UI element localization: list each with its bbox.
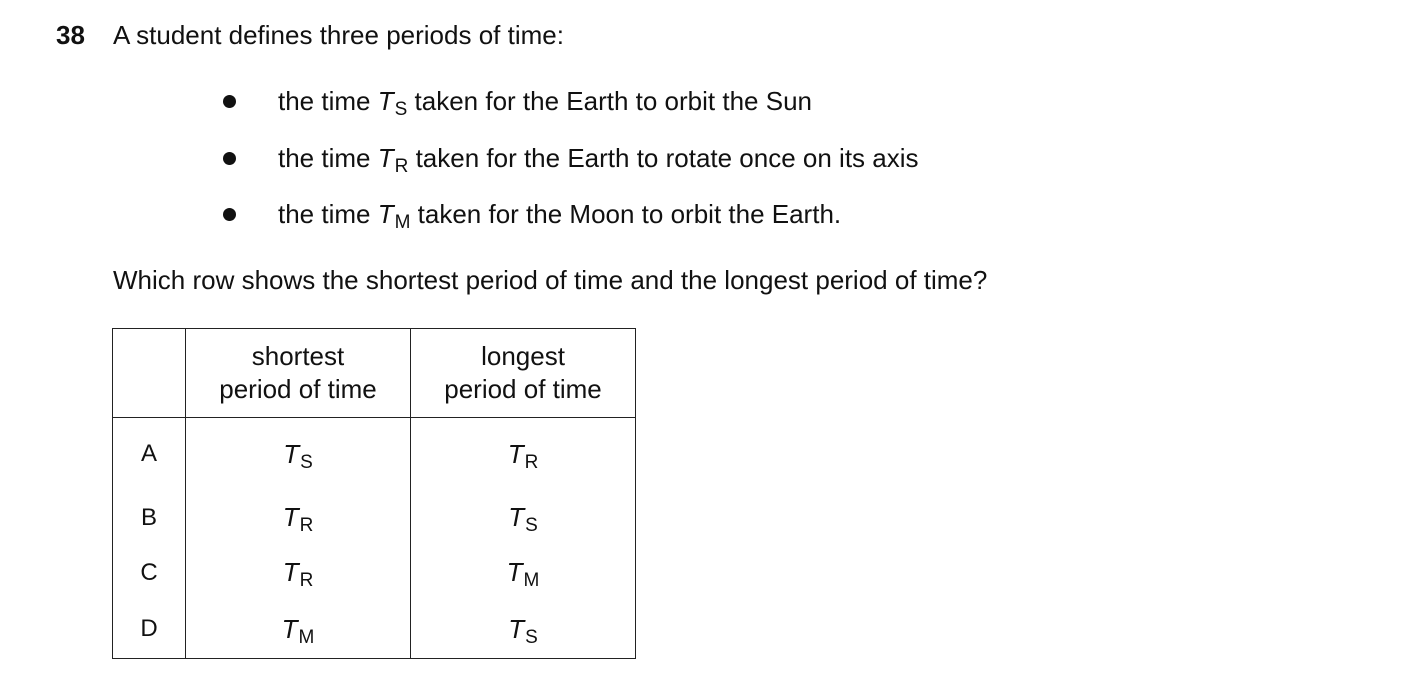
period-subscript: S bbox=[394, 99, 408, 120]
longest-cell bbox=[411, 490, 636, 545]
option-row-c[interactable] bbox=[113, 545, 636, 600]
definition-prefix: the time bbox=[278, 142, 378, 173]
definition-suffix: taken for the Earth to rotate once on its axis bbox=[408, 142, 919, 173]
option-letter: B bbox=[113, 490, 186, 545]
period-subscript: M bbox=[298, 626, 315, 648]
question-number: 38 bbox=[56, 20, 85, 50]
header-shortest bbox=[186, 329, 411, 418]
longest-cell bbox=[411, 418, 636, 491]
option-letter: D bbox=[113, 600, 186, 659]
bullet-icon bbox=[223, 152, 236, 165]
definition-text bbox=[278, 84, 812, 122]
period-subscript: R bbox=[299, 570, 314, 591]
bullet-icon bbox=[223, 208, 236, 221]
period-symbol: T bbox=[508, 502, 525, 532]
header-shortest-line2: period of time bbox=[219, 374, 377, 404]
definition-text bbox=[278, 141, 919, 179]
period-subscript: S bbox=[525, 626, 538, 648]
question-stem: A student defines three periods of time: bbox=[113, 20, 564, 50]
table-header-row bbox=[113, 329, 636, 418]
period-subscript: S bbox=[300, 451, 313, 473]
option-row-a[interactable] bbox=[113, 418, 636, 491]
definition-prefix: the time bbox=[278, 199, 378, 229]
period-subscript: M bbox=[394, 212, 411, 233]
header-shortest-line1: shortest bbox=[251, 341, 345, 371]
period-symbol: T bbox=[377, 199, 394, 229]
period-symbol: T bbox=[282, 557, 299, 587]
period-subscript: R bbox=[299, 515, 314, 536]
header-longest-line2: period of time bbox=[444, 374, 602, 404]
period-subscript: R bbox=[524, 451, 539, 473]
period-symbol: T bbox=[507, 438, 524, 469]
answer-options-table bbox=[112, 328, 636, 659]
option-row-b[interactable] bbox=[113, 490, 636, 545]
bullet-icon bbox=[223, 95, 236, 108]
definition-suffix: taken for the Earth to orbit the Sun bbox=[407, 86, 812, 116]
shortest-cell bbox=[186, 545, 411, 600]
period-subscript: S bbox=[525, 515, 538, 536]
header-corner-cell bbox=[113, 329, 186, 418]
period-subscript: R bbox=[394, 155, 409, 177]
period-symbol: T bbox=[377, 86, 394, 116]
period-subscript: M bbox=[523, 570, 540, 591]
option-letter: C bbox=[113, 545, 186, 600]
period-symbol: T bbox=[282, 502, 299, 532]
header-longest bbox=[411, 329, 636, 418]
longest-cell bbox=[411, 600, 636, 659]
shortest-cell bbox=[186, 490, 411, 545]
option-row-d[interactable] bbox=[113, 600, 636, 659]
header-longest-line1: longest bbox=[481, 341, 565, 371]
period-symbol: T bbox=[508, 613, 525, 644]
shortest-cell bbox=[186, 418, 411, 491]
period-symbol: T bbox=[281, 613, 298, 644]
period-symbol: T bbox=[377, 142, 394, 173]
definition-prefix: the time bbox=[278, 86, 378, 116]
period-symbol: T bbox=[506, 557, 523, 587]
definition-text bbox=[278, 197, 841, 235]
period-symbol: T bbox=[283, 438, 300, 469]
question-prompt: Which row shows the shortest period of time and the longest period of time? bbox=[113, 265, 988, 295]
option-letter: A bbox=[113, 418, 186, 491]
longest-cell bbox=[411, 545, 636, 600]
definition-suffix: taken for the Moon to orbit the Earth. bbox=[410, 199, 842, 229]
shortest-cell bbox=[186, 600, 411, 659]
